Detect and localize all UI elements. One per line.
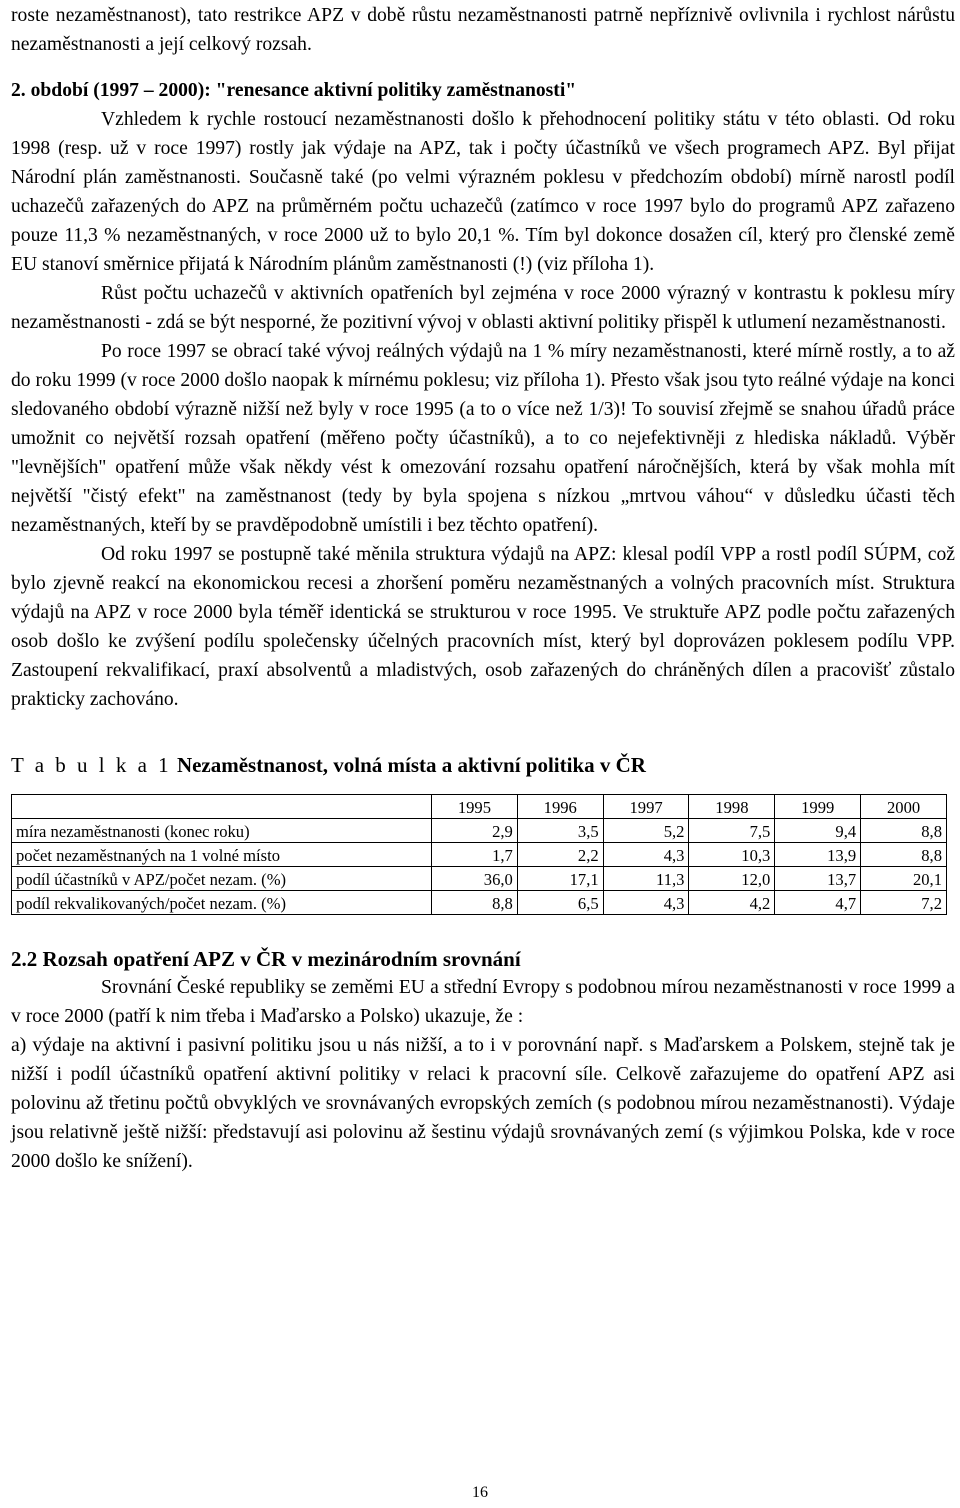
table-cell: 9,4 (775, 819, 861, 843)
table-cell: 13,7 (775, 867, 861, 891)
table-header-year: 2000 (861, 795, 947, 819)
table-cell: 6,5 (517, 891, 603, 915)
table-row-label: podíl účastníků v APZ/počet nezam. (%) (12, 867, 432, 891)
table-cell: 7,5 (689, 819, 775, 843)
table-row-label: počet nezaměstnaných na 1 volné místo (12, 843, 432, 867)
document-page (11, 0, 955, 1176)
table-cell: 4,7 (775, 891, 861, 915)
table-header-year: 1999 (775, 795, 861, 819)
table-header-year: 1998 (689, 795, 775, 819)
table-row (12, 867, 947, 891)
table-cell: 3,5 (517, 819, 603, 843)
unemployment-table (11, 794, 947, 915)
table-cell: 11,3 (603, 867, 689, 891)
table-cell: 4,3 (603, 891, 689, 915)
table-header-empty-cell (12, 795, 432, 819)
section-2-title-text: období (1997 – 2000): "renesance aktivní politiky zaměstnanosti" (25, 80, 577, 101)
table-cell: 2,2 (517, 843, 603, 867)
table-row (12, 843, 947, 867)
section-2-2-paragraph-1: Srovnání České republiky se zeměmi EU a střední Evropy s podobnou mírou nezaměstnanosti v roce 1999 a v roce 2000 (patří k nim třeba i Maďarsko a Polsko) ukazuje, že : (11, 977, 955, 1027)
table-row (12, 891, 947, 915)
table-cell: 1,7 (432, 843, 518, 867)
table-cell: 8,8 (432, 891, 518, 915)
section-2-2-heading: 2.2 Rozsah opatření APZ v ČR v mezinárodním srovnání (11, 947, 521, 971)
table-row (12, 819, 947, 843)
section-2-paragraph-1: Vzhledem k rychle rostoucí nezaměstnanosti došlo k přehodnocení politiky státu v této oblasti. Od roku 1998 (resp. už v roce 1997) rostly jak výdaje na APZ, tak i počty účastníků ve všech programech APZ. Byl přijat Národní plán zaměstnanosti. Současně také (po velmi výrazném poklesu v předchozím období) mírně narostl podíl uchazečů zařazených do APZ na průměrném počtu uchazečů (zatímco v roce 1997 bylo do programů APZ zařazeno pouze 11,3 % nezaměstnaných, v roce 2000 už to bylo 20,1 %. Tím byl dokonce dosažen cíl, který pro členské země EU stanoví směrnice přijatá k Národním plánům zaměstnanosti (!) (viz příloha 1). (11, 109, 955, 275)
table-header-year: 1997 (603, 795, 689, 819)
section-2-paragraph-2: Růst počtu uchazečů v aktivních opatřeních byl zejména v roce 2000 výrazný v kontrastu k poklesu míry nezaměstnanosti - zdá se být nesporné, že pozitivní vývoj v oblasti aktivní politiky přispěl k utlumení nezaměstnanosti. (11, 283, 955, 333)
table-caption-title: Nezaměstnanost, volná místa a aktivní politika v ČR (176, 753, 646, 777)
page-number: 16 (472, 1484, 488, 1501)
intro-paragraph: roste nezaměstnanost), tato restrikce APZ v době růstu nezaměstnanosti patrně nepříznivě ovlivnila i rychlost nárůstu nezaměstnanosti a její celkový rozsah. (11, 5, 955, 55)
table-cell: 36,0 (432, 867, 518, 891)
table-cell: 20,1 (861, 867, 947, 891)
table-row-label: míra nezaměstnanosti (konec roku) (12, 819, 432, 843)
section-2-paragraph-3: Po roce 1997 se obrací také vývoj reálných výdajů na 1 % míry nezaměstnanosti, které mírně rostly, a to až do roku 1999 (v roce 2000 došlo naopak k mírnému poklesu; viz příloha 1). Přesto však jsou tyto reálné výdaje na konci sledovaného období výrazně nižší než byly v roce 1995 (a to o více než 1/3)! To souvisí zřejmě se snahou úřadů práce umožnit co největší rozsah opatření (měřeno počty účastníků), a to co nejefektivněji z hlediska nákladů. Výběr "levnějších" opatření může však někdy vést k omezování rozsahu opatření náročnějších, která by však mohla mít největší "čistý efekt" na zaměstnanost (tedy by byla spojena s nízkou „mrtvou váhou“ v důsledku účasti těch nezaměstnaných, kteří by se pravděpodobně umístili i bez těchto opatření). (11, 341, 955, 536)
table-cell: 7,2 (861, 891, 947, 915)
table-header-year: 1996 (517, 795, 603, 819)
table-cell: 10,3 (689, 843, 775, 867)
table-caption (11, 750, 955, 780)
table-cell: 17,1 (517, 867, 603, 891)
table-header-year: 1995 (432, 795, 518, 819)
table-cell: 5,2 (603, 819, 689, 843)
section-2-2-paragraph-2: a) výdaje na aktivní i pasivní politiku jsou u nás nižší, a to i v porovnání např. s Maďarskem a Polskem, stejně tak je nižší i podíl účastníků opatření aktivní politiky v relaci k pracovní síle. Celkově zařazujeme do opatření APZ asi polovinu až třetinu počtů obvyklých ve srovnávaných evropských zemích (s podobnou mírou nezaměstnanosti). Výdaje jsou relativně ještě nižší: představují asi polovinu až šestinu výdajů srovnávaných zemí (s výjimkou Polska, kde v roce 2000 došlo ke snížení). (11, 1035, 955, 1172)
table-caption-prefix: T a b u l k a 1 (11, 753, 172, 777)
section-2-title (11, 76, 955, 105)
table-cell: 8,8 (861, 819, 947, 843)
table-cell: 12,0 (689, 867, 775, 891)
section-2-number: 2. (11, 80, 26, 101)
table-cell: 4,3 (603, 843, 689, 867)
table-row-label: podíl rekvalikovaných/počet nezam. (%) (12, 891, 432, 915)
section-2-paragraph-4: Od roku 1997 se postupně také měnila struktura výdajů na APZ: klesal podíl VPP a rostl podíl SÚPM, což bylo zjevně reakcí na ekonomickou recesi a zhoršení poměru nezaměstnaných a volných pracovních míst. Struktura výdajů na APZ v roce 2000 byla téměř identická se strukturou v roce 1995. Ve struktuře APZ podle počtu zařazených osob došlo ke zvýšení podílu společensky účelných pracovních míst, který byl doprovázen poklesem podílu VPP. Zastoupení rekvalifikací, praxí absolventů a mladistvých, osob zařazených do chráněných dílen a pracovišť zůstalo prakticky zachováno. (11, 544, 955, 710)
table-cell: 8,8 (861, 843, 947, 867)
table-cell: 2,9 (432, 819, 518, 843)
table-cell: 13,9 (775, 843, 861, 867)
table-cell: 4,2 (689, 891, 775, 915)
table-header-row (12, 795, 947, 819)
